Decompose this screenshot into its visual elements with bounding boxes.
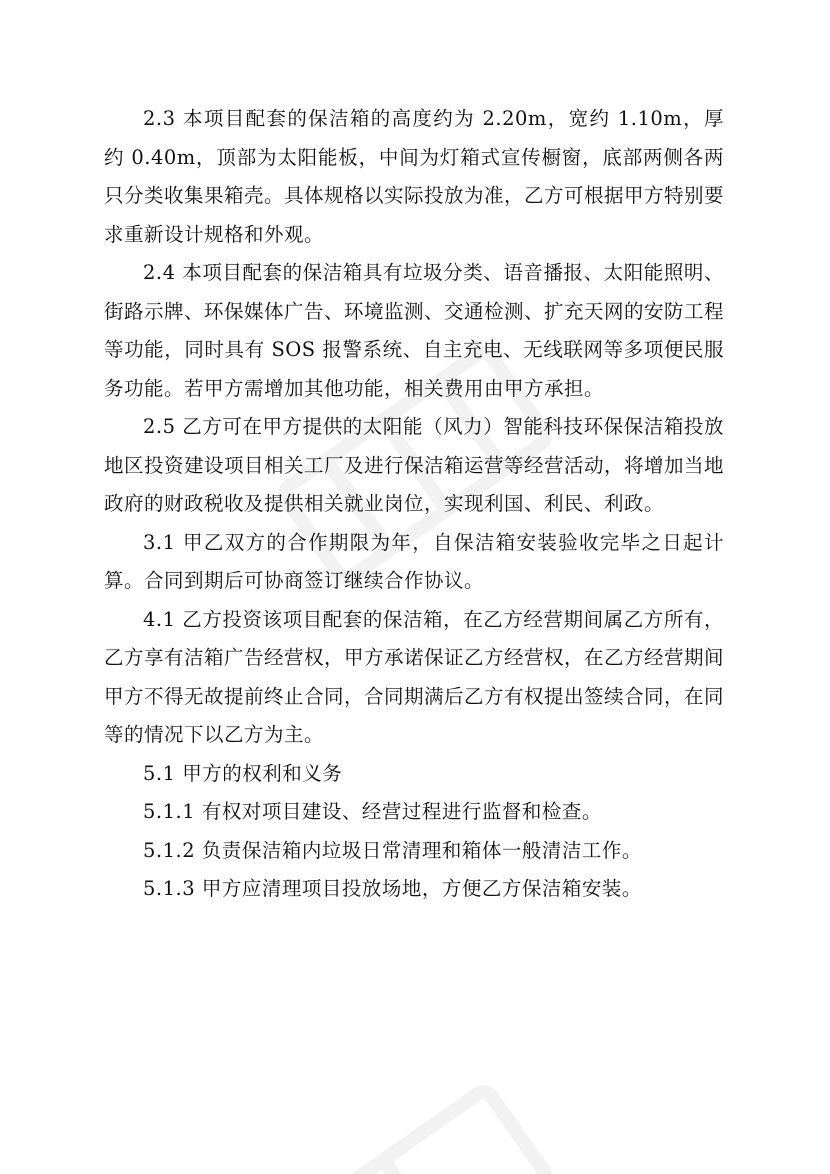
paragraph-2-5: 2.5 乙方可在甲方提供的太阳能（风力）智能科技环保保洁箱投放地区投资建设项目相关工厂及进行保洁箱运营等经营活动，将增加当地政府的财政税收及提供相关就业岗位，实现利国、利民、利政。 — [104, 415, 725, 515]
document-body — [104, 100, 724, 909]
paragraph-5-1: 5.1 甲方的权利和义务 — [143, 761, 343, 785]
watermark-logo-icon-bottom — [250, 1040, 580, 1174]
paragraph-4-1: 4.1 乙方投资该项目配套的保洁箱，在乙方经营期间属乙方所有，乙方享有洁箱广告经营权，甲方承诺保证乙方经营权，在乙方经营期间甲方不得无故提前终止合同，合同期满后乙方有权提出签续合同，在同等的情况下以乙方为主。 — [104, 607, 725, 746]
paragraph-5-1-2: 5.1.2 负责保洁箱内垃圾日常清理和箱体一般清洁工作。 — [143, 838, 642, 862]
paragraph-2-4: 2.4 本项目配套的保洁箱具有垃圾分类、语音播报、太阳能照明、街路示牌、环保媒体广告、环境监测、交通检测、扩充天网的安防工程等功能，同时具有 SOS 报警系统、自主充电、无线联网等多项便民服务功能。若甲方需增加其他功能，相关费用由甲方承担。 — [104, 261, 725, 400]
paragraph-2-3: 2.3 本项目配套的保洁箱的高度约为 2.20m，宽约 1.10m，厚约 0.40m，顶部为太阳能板，中间为灯箱式宣传橱窗，底部两侧各两只分类收集果箱壳。具体规格以实际投放为准，乙方可根据甲方特别要求重新设计规格和外观。 — [104, 107, 725, 246]
paragraph-3-1: 3.1 甲乙双方的合作期限为年，自保洁箱安装验收完毕之日起计算。合同到期后可协商签订继续合作协议。 — [104, 530, 724, 592]
paragraph-5-1-3: 5.1.3 甲方应清理项目投放场地，方便乙方保洁箱安装。 — [143, 877, 642, 900]
paragraph-5-1-1: 5.1.1 有权对项目建设、经营过程进行监督和检查。 — [143, 800, 602, 823]
